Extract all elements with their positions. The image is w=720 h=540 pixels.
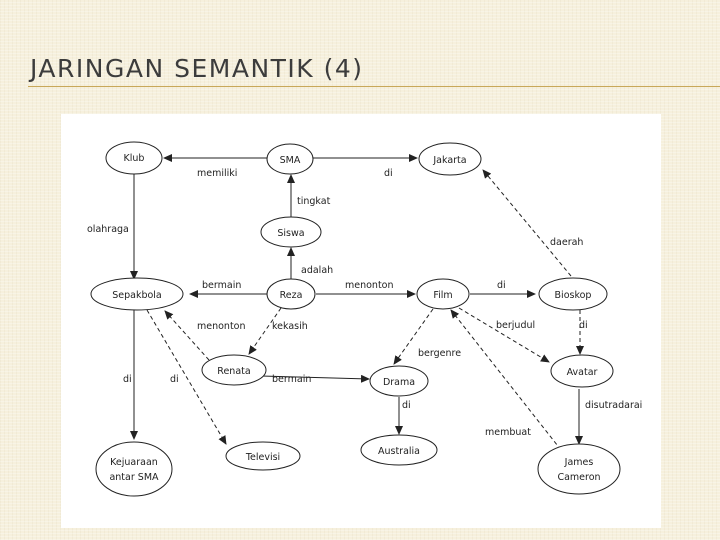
node-label-australia: Australia [377,446,421,457]
node-label-james-line1: James [564,457,594,468]
edge-label-adalah: adalah [301,265,334,276]
slide-title: JARINGAN SEMANTIK (4) [30,54,364,83]
node-label-bioskop: Bioskop [554,290,592,301]
node-label-klub: Klub [123,153,145,164]
edge-label-membuat: membuat [485,427,531,438]
edge-label-di-drama-australia: di [402,400,411,411]
edge-label-menonton-film: menonton [345,280,394,291]
edge-label-daerah: daerah [550,237,584,248]
edge-label-berjudul: berjudul [496,320,536,331]
edge-label-di-sepakbola-televisi: di [170,374,179,385]
edge-label-di-sepakbola-kejuaraan: di [123,374,132,385]
node-label-kejuaraan-line2: antar SMA [109,472,159,483]
edge-label-di-sma-jakarta: di [384,168,393,179]
node-label-film: Film [433,290,453,301]
edge-label-memiliki: memiliki [197,168,238,179]
diagram-panel [61,114,661,528]
edge-label-di-film-bioskop: di [497,280,506,291]
title-underline [28,86,720,87]
node-label-televisi: Televisi [245,452,281,463]
edge-label-bermain-drama: bermain [272,374,312,385]
node-label-avatar: Avatar [566,367,598,378]
edge-bioskop-jakarta [483,170,571,276]
node-label-jakarta: Jakarta [433,155,467,166]
edge-label-bermain-sepakbola: bermain [202,280,242,291]
edge-film-avatar [459,308,549,362]
node-label-drama: Drama [382,377,416,388]
edge-label-di-bioskop-avatar: di [579,320,588,331]
semantic-network-diagram [61,114,661,528]
node-label-renata: Renata [217,366,251,377]
node-james [538,444,620,494]
node-label-sma: SMA [279,155,301,166]
node-label-james-line2: Cameron [557,472,601,483]
node-label-kejuaraan-line1: Kejuaraan [110,457,158,468]
node-label-reza: Reza [279,290,303,301]
edge-label-tingkat: tingkat [297,196,331,207]
edge-label-disutradarai: disutradarai [585,400,643,411]
edge-label-bergenre: bergenre [418,348,462,359]
node-kejuaraan [96,442,172,496]
edge-label-kekasih: kekasih [272,321,308,332]
node-label-siswa: Siswa [277,228,305,239]
edge-label-menonton-televisi: menonton [197,321,246,332]
edge-label-olahraga: olahraga [87,224,129,235]
node-label-sepakbola: Sepakbola [112,290,162,301]
